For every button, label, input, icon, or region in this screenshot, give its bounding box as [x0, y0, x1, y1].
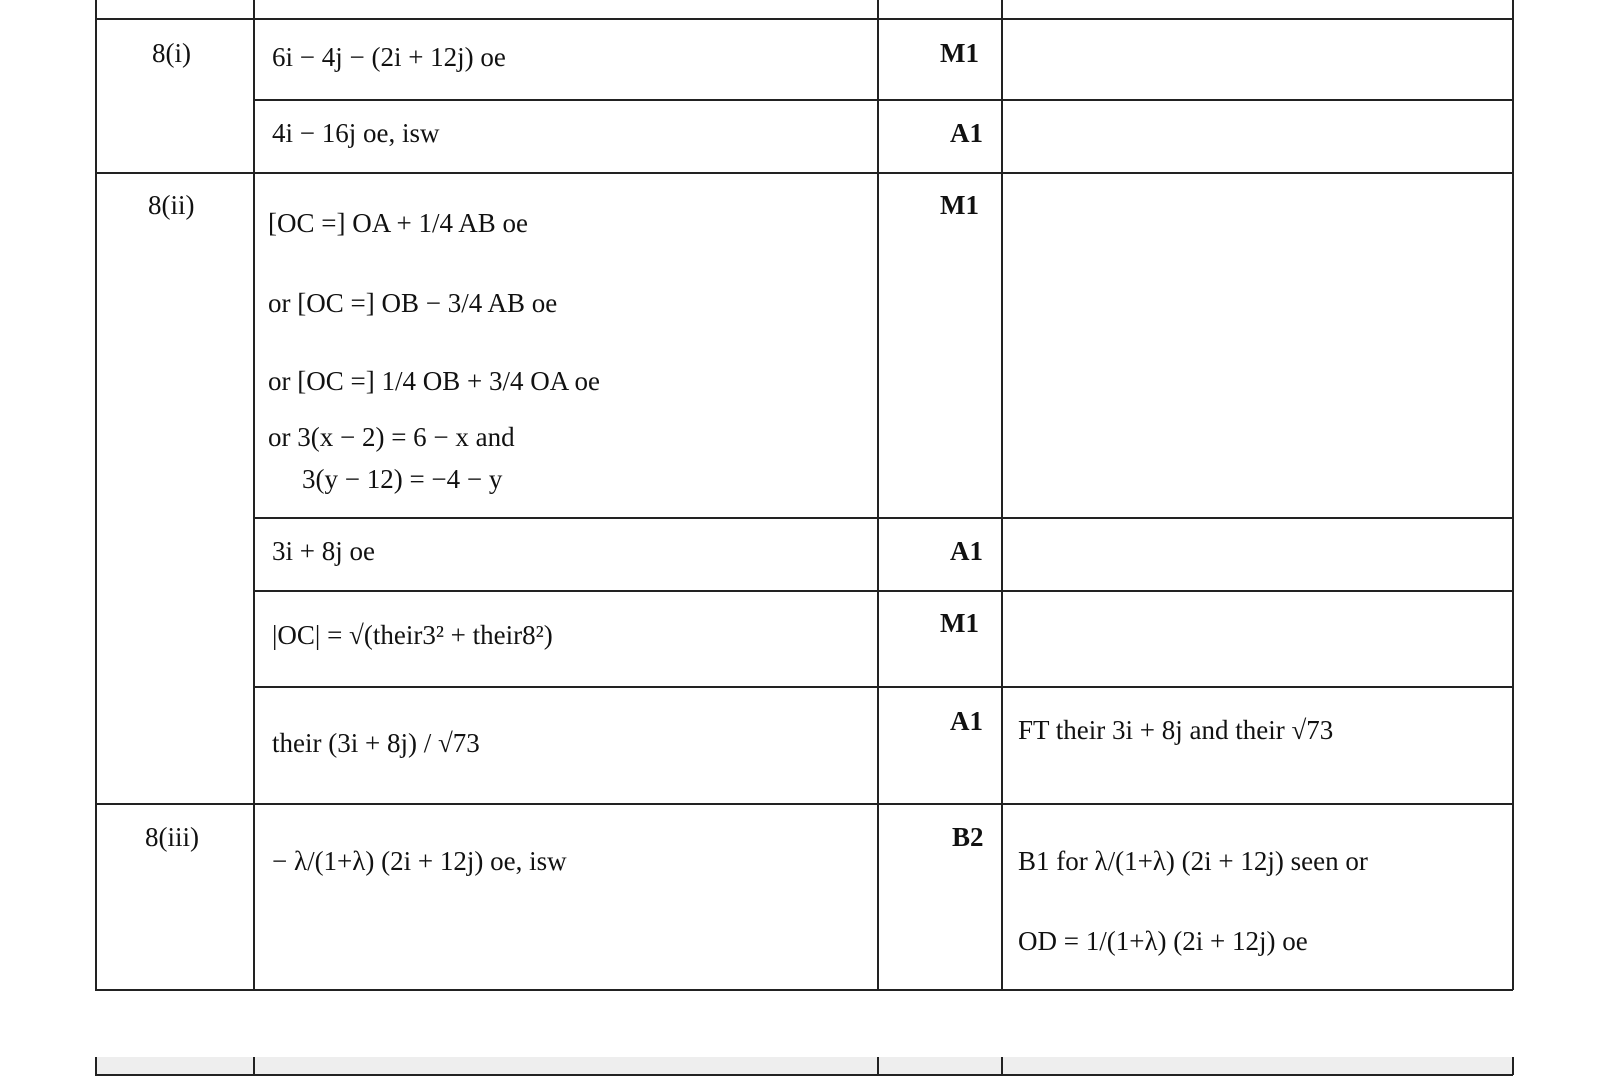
mark-label: A1 — [950, 706, 983, 736]
row-divider — [253, 99, 1513, 101]
column-divider — [1001, 1057, 1003, 1075]
mark-label: B2 — [952, 822, 984, 852]
question-label: 8(ii) — [148, 190, 195, 220]
answer-line: [OC =] OA + 1/4 AB oe — [268, 208, 528, 238]
answer-expression: − λ/(1+λ) (2i + 12j) oe, isw — [272, 846, 567, 876]
guidance-text: FT their 3i + 8j and their √73 — [1018, 715, 1334, 745]
column-divider — [877, 0, 879, 990]
next-table-header — [95, 1057, 1513, 1075]
answer-expression: their (3i + 8j) / √73 — [272, 728, 480, 758]
row-divider — [95, 803, 1513, 805]
table-right-border — [1512, 0, 1514, 990]
mark-label: M1 — [940, 38, 979, 68]
answer-expression: 4i − 16j oe, isw — [272, 118, 440, 148]
answer-line: or 3(x − 2) = 6 − x and — [268, 422, 515, 452]
mark-label: M1 — [940, 190, 979, 220]
row-divider — [253, 517, 1513, 519]
answer-expression: |OC| = √(their3² + their8²) — [272, 620, 553, 650]
table-left-border — [95, 0, 97, 990]
answer-expression: 6i − 4j − (2i + 12j) oe — [272, 42, 506, 72]
row-divider — [253, 590, 1513, 592]
table-top-border — [95, 18, 1513, 20]
mark-label: A1 — [950, 536, 983, 566]
answer-line: or [OC =] OB − 3/4 AB oe — [268, 288, 558, 318]
column-divider — [253, 0, 255, 990]
question-label: 8(iii) — [145, 822, 199, 852]
guidance-line: B1 for λ/(1+λ) (2i + 12j) seen or — [1018, 846, 1368, 876]
column-divider — [1001, 0, 1003, 990]
answer-expression: 3i + 8j oe — [272, 536, 375, 566]
column-divider — [95, 1057, 97, 1075]
row-divider — [95, 172, 1513, 174]
mark-label: A1 — [950, 118, 983, 148]
mark-label: M1 — [940, 608, 979, 638]
column-divider — [877, 1057, 879, 1075]
column-divider — [253, 1057, 255, 1075]
row-divider — [253, 686, 1513, 688]
answer-line: 3(y − 12) = −4 − y — [302, 464, 503, 494]
guidance-line: OD = 1/(1+λ) (2i + 12j) oe — [1018, 926, 1308, 956]
column-divider — [1512, 1057, 1514, 1075]
question-label: 8(i) — [152, 38, 191, 68]
answer-line: or [OC =] 1/4 OB + 3/4 OA oe — [268, 366, 600, 396]
table-bottom-border — [95, 989, 1513, 991]
